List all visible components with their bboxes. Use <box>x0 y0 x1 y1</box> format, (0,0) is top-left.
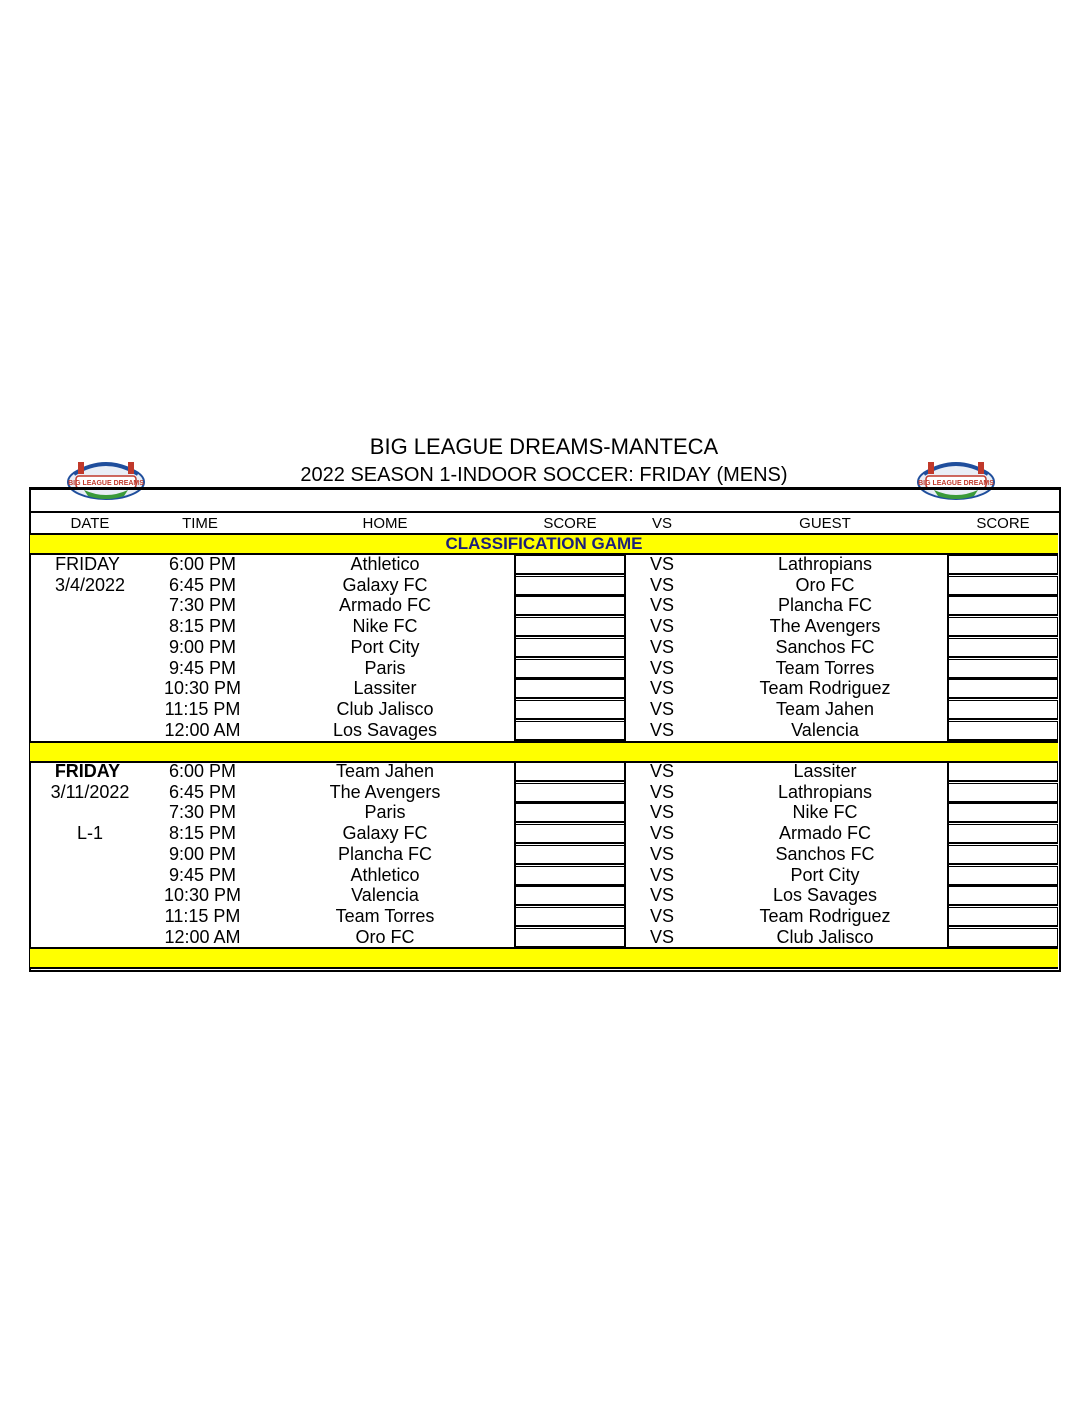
guest-score-box[interactable] <box>948 659 1058 679</box>
guest-team: Nike FC <box>792 802 858 822</box>
guest-score-box[interactable] <box>948 700 1058 720</box>
guest-team: Sanchos FC <box>775 844 875 864</box>
game-time: 7:30 PM <box>168 802 237 822</box>
col-time-header: TIME <box>182 515 218 532</box>
col-home-header: HOME <box>362 515 408 532</box>
footer-band <box>30 947 1058 969</box>
guest-team: Plancha FC <box>777 595 873 615</box>
classification-label: CLASSIFICATION GAME <box>445 534 643 553</box>
game-time: 9:00 PM <box>168 637 237 657</box>
home-score-box[interactable] <box>515 886 625 906</box>
guest-team: Oro FC <box>795 575 855 595</box>
classification-band <box>30 533 1058 555</box>
home-score-box[interactable] <box>515 700 625 720</box>
col-score-guest-header: SCORE <box>976 515 1030 532</box>
home-team: Port City <box>350 637 420 657</box>
home-score-box[interactable] <box>515 679 625 699</box>
home-score-box[interactable] <box>515 803 625 823</box>
home-score-box[interactable] <box>515 555 625 575</box>
guest-score-box[interactable] <box>948 679 1058 699</box>
vs-label: VS <box>649 761 674 781</box>
header-divider <box>29 511 1060 513</box>
week-date: 3/11/2022 <box>50 782 130 802</box>
home-score-box[interactable] <box>515 596 625 616</box>
home-team: Oro FC <box>355 927 415 947</box>
home-team: Nike FC <box>352 616 418 636</box>
vs-label: VS <box>649 616 674 636</box>
guest-score-box[interactable] <box>948 721 1058 741</box>
vs-label: VS <box>649 575 674 595</box>
game-time: 8:15 PM <box>168 616 237 636</box>
game-time: 10:30 PM <box>163 678 242 698</box>
week-note: L-1 <box>76 823 103 843</box>
home-score-box[interactable] <box>515 845 625 865</box>
vs-label: VS <box>649 823 674 843</box>
home-team: Galaxy FC <box>342 575 428 595</box>
week-day: FRIDAY <box>54 761 121 781</box>
home-team: Club Jalisco <box>336 699 434 719</box>
home-team: Athletico <box>350 554 420 574</box>
home-score-box[interactable] <box>515 617 625 637</box>
vs-label: VS <box>649 782 674 802</box>
home-team: Team Jahen <box>335 761 435 781</box>
col-date-header: DATE <box>70 515 110 532</box>
guest-score-box[interactable] <box>948 576 1058 596</box>
home-score-box[interactable] <box>515 721 625 741</box>
vs-label: VS <box>649 844 674 864</box>
home-score-box[interactable] <box>515 576 625 596</box>
game-time: 9:45 PM <box>168 865 237 885</box>
guest-score-box[interactable] <box>948 596 1058 616</box>
guest-score-box[interactable] <box>948 803 1058 823</box>
home-team: Athletico <box>350 865 420 885</box>
game-time: 6:45 PM <box>168 575 237 595</box>
guest-team: Team Jahen <box>775 699 875 719</box>
vs-label: VS <box>649 885 674 905</box>
home-team: Paris <box>364 802 406 822</box>
col-score-home-header: SCORE <box>543 515 597 532</box>
guest-score-box[interactable] <box>948 617 1058 637</box>
guest-team: Los Savages <box>772 885 878 905</box>
game-time: 8:15 PM <box>168 823 237 843</box>
game-time: 7:30 PM <box>168 595 237 615</box>
game-time: 11:15 PM <box>164 906 241 926</box>
game-time: 9:45 PM <box>168 658 237 678</box>
vs-label: VS <box>649 699 674 719</box>
vs-label: VS <box>649 554 674 574</box>
guest-score-box[interactable] <box>948 907 1058 927</box>
vs-label: VS <box>649 865 674 885</box>
week-day: FRIDAY <box>55 554 120 574</box>
guest-score-box[interactable] <box>948 638 1058 658</box>
guest-team: The Avengers <box>769 616 881 636</box>
guest-score-box[interactable] <box>948 555 1058 575</box>
guest-team: Sanchos FC <box>775 637 875 657</box>
home-team: Lassiter <box>353 678 417 698</box>
guest-score-box[interactable] <box>948 783 1058 803</box>
game-time: 10:30 PM <box>163 885 242 905</box>
guest-score-box[interactable] <box>948 886 1058 906</box>
home-score-box[interactable] <box>515 783 625 803</box>
game-time: 6:45 PM <box>168 782 237 802</box>
vs-label: VS <box>649 720 674 740</box>
game-time: 12:00 AM <box>164 927 241 947</box>
home-team: Team Torres <box>335 906 435 926</box>
guest-team: Lathropians <box>777 554 873 574</box>
vs-label: VS <box>649 802 674 822</box>
game-time: 6:00 PM <box>168 761 237 781</box>
guest-score-box[interactable] <box>948 824 1058 844</box>
home-score-box[interactable] <box>515 659 625 679</box>
guest-team: Lassiter <box>793 761 857 781</box>
vs-label: VS <box>649 678 674 698</box>
guest-team: Valencia <box>791 720 859 740</box>
home-score-box[interactable] <box>515 824 625 844</box>
game-time: 9:00 PM <box>168 844 237 864</box>
guest-team: Lathropians <box>777 782 873 802</box>
vs-label: VS <box>649 637 674 657</box>
col-guest-header: GUEST <box>799 515 851 532</box>
home-team: Plancha FC <box>337 844 433 864</box>
game-time: 11:15 PM <box>164 699 241 719</box>
home-team: The Avengers <box>329 782 441 802</box>
guest-team: Team Rodriguez <box>759 678 891 698</box>
vs-label: VS <box>649 927 674 947</box>
home-team: Galaxy FC <box>342 823 428 843</box>
guest-score-box[interactable] <box>948 928 1058 948</box>
home-score-box[interactable] <box>515 907 625 927</box>
guest-score-box[interactable] <box>948 866 1058 886</box>
home-score-box[interactable] <box>515 866 625 886</box>
guest-team: Armado FC <box>778 823 872 843</box>
svg-text:BIG LEAGUE DREAMS: BIG LEAGUE DREAMS <box>918 480 994 487</box>
game-time: 12:00 AM <box>164 720 241 740</box>
svg-text:BIG LEAGUE DREAMS: BIG LEAGUE DREAMS <box>68 480 144 487</box>
vs-label: VS <box>649 595 674 615</box>
guest-team: Team Torres <box>775 658 875 678</box>
page-subtitle: 2022 SEASON 1-INDOOR SOCCER: FRIDAY (MENS) <box>300 464 788 486</box>
game-time: 6:00 PM <box>168 554 237 574</box>
guest-team: Port City <box>790 865 860 885</box>
home-team: Valencia <box>351 885 419 905</box>
separator-band <box>30 741 1058 763</box>
home-score-box[interactable] <box>515 928 625 948</box>
home-team: Los Savages <box>332 720 438 740</box>
home-team: Paris <box>364 658 406 678</box>
guest-score-box[interactable] <box>948 762 1058 782</box>
vs-label: VS <box>649 906 674 926</box>
week-date: 3/4/2022 <box>54 575 126 595</box>
col-vs-header: VS <box>651 515 672 532</box>
guest-team: Club Jalisco <box>776 927 874 947</box>
guest-team: Team Rodriguez <box>759 906 891 926</box>
vs-label: VS <box>649 658 674 678</box>
home-score-box[interactable] <box>515 638 625 658</box>
home-score-box[interactable] <box>515 762 625 782</box>
home-team: Armado FC <box>338 595 432 615</box>
page-title: BIG LEAGUE DREAMS-MANTECA <box>369 434 719 459</box>
guest-score-box[interactable] <box>948 845 1058 865</box>
